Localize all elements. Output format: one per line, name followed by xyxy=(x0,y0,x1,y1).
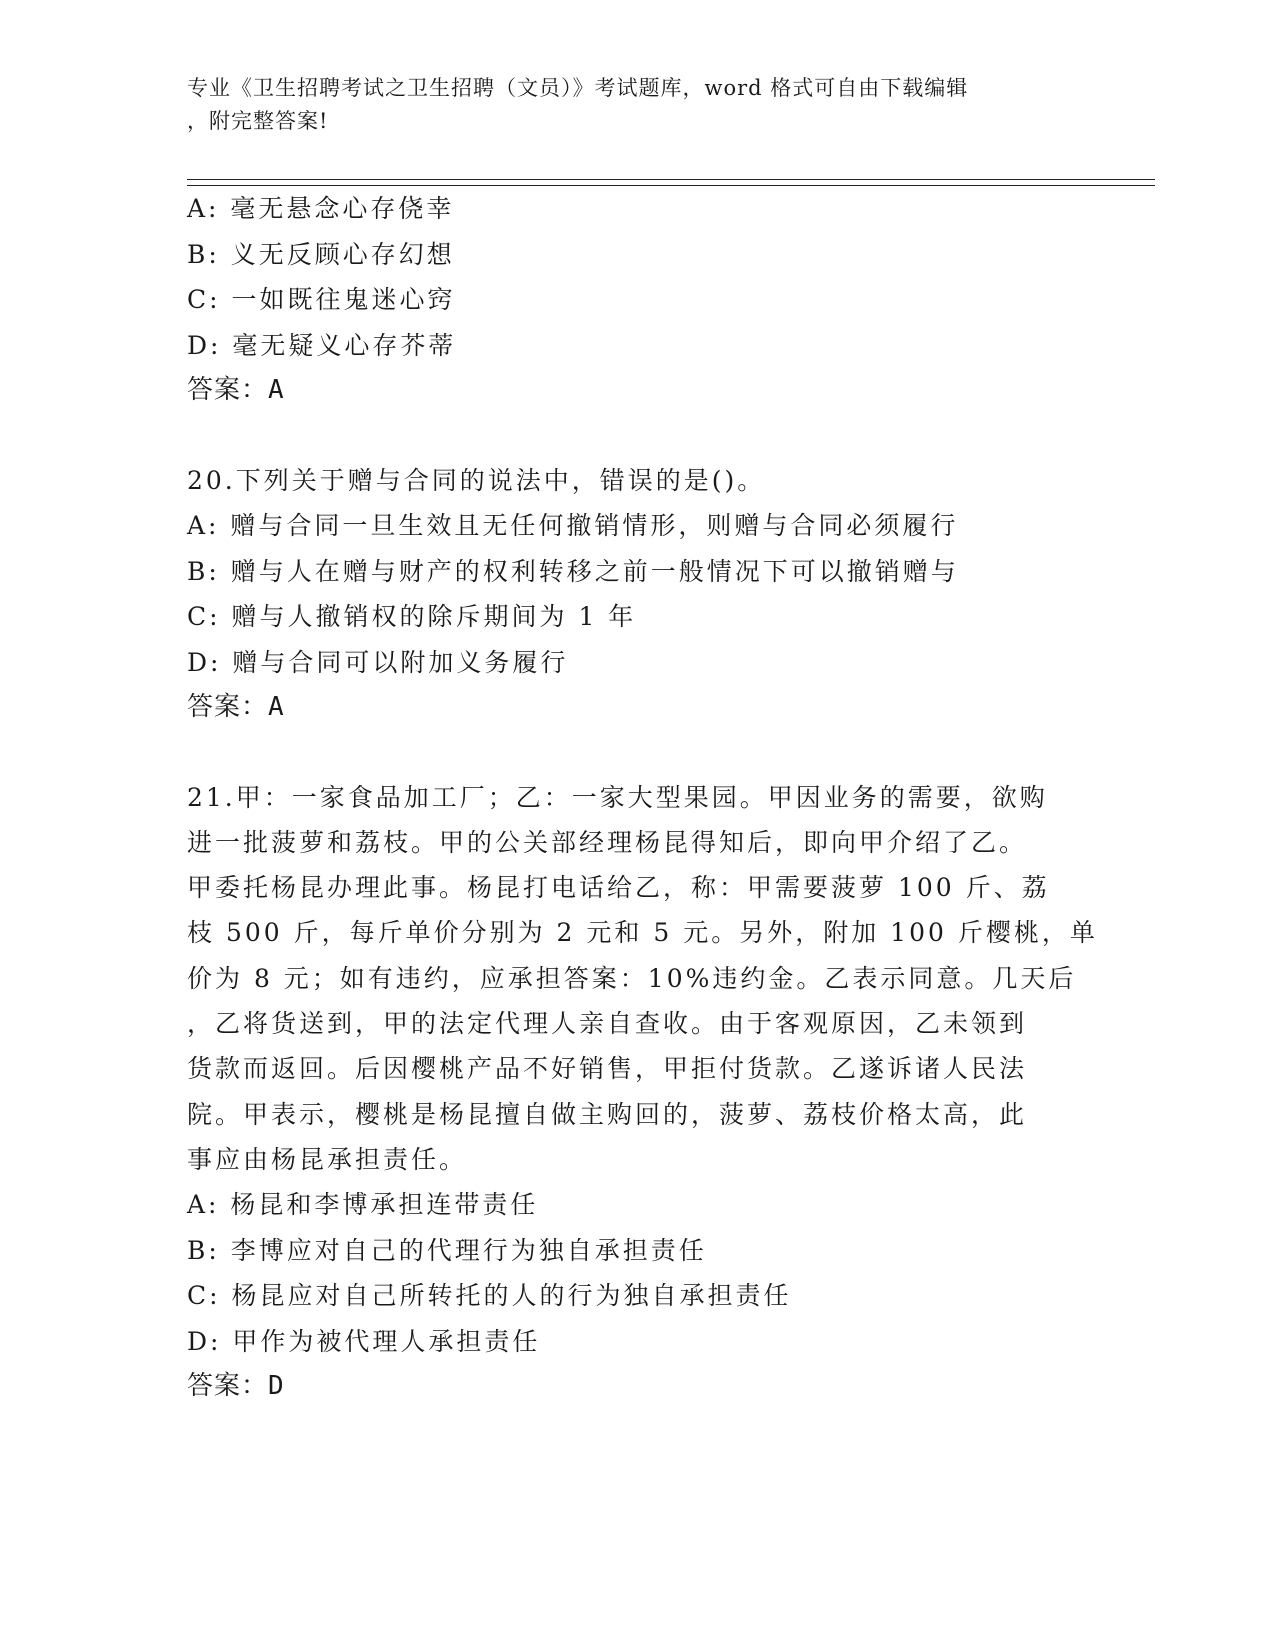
stem-line: 价为 8 元；如有违约，应承担答案：10%违约金。乙表示同意。几天后 xyxy=(187,963,1077,993)
stem-line: 枝 500 斤，每斤单价分别为 2 元和 5 元。另外，附加 100 斤樱桃，单 xyxy=(187,918,1098,948)
option-b: B: 义无反顾心存幻想 xyxy=(187,239,455,269)
answer-label: 答案： xyxy=(187,692,269,722)
answer-line xyxy=(187,368,1087,414)
stem-line: 事应由杨昆承担责任。 xyxy=(187,1144,468,1174)
option-d: D: 毫无疑义心存芥蒂 xyxy=(187,330,457,360)
question-stem xyxy=(187,775,1098,1183)
question-content xyxy=(187,186,1098,1410)
question-20 xyxy=(187,458,1087,731)
stem-line: 进一批菠萝和荔枝。甲的公关部经理杨昆得知后，即向甲介绍了乙。 xyxy=(187,827,1028,857)
stem-line: 21.甲：一家食品加工厂；乙：一家大型果园。甲因业务的需要，欲购 xyxy=(187,782,1048,812)
option-d: D: 甲作为被代理人承担责任 xyxy=(187,1326,541,1356)
spacer xyxy=(187,731,1087,775)
question-19 xyxy=(187,186,1087,414)
option-a: A: 赠与合同一旦生效且无任何撤销情形，则赠与合同必须履行 xyxy=(187,511,959,540)
question-stem: 20.下列关于赠与合同的说法中，错误的是()。 xyxy=(187,465,766,495)
answer-line xyxy=(187,1364,1087,1410)
header-line: ，附完整答案! xyxy=(187,109,329,133)
option-c: C: 一如既往鬼迷心窍 xyxy=(187,285,456,314)
option-d: D: 赠与合同可以附加义务履行 xyxy=(187,647,569,677)
header-divider xyxy=(187,179,1155,180)
answer-label: 答案： xyxy=(187,1371,269,1402)
option-a: A: 毫无悬念心存侥幸 xyxy=(187,194,455,223)
option-b: B: 赠与人在赠与财产的权利转移之前一般情况下可以撤销赠与 xyxy=(187,556,959,586)
spacer xyxy=(187,414,1087,458)
answer-line xyxy=(187,685,1087,731)
option-c: C: 杨昆应对自己所转托的人的行为独自承担责任 xyxy=(187,1281,792,1311)
answer-value: A xyxy=(268,692,285,722)
answer-label: 答案： xyxy=(187,375,269,405)
stem-line: ，乙将货送到，甲的法定代理人亲自查收。由于客观原因，乙未领到 xyxy=(187,1008,1028,1038)
question-21 xyxy=(187,775,1098,1410)
stem-line: 甲委托杨昆办理此事。杨昆打电话给乙，称：甲需要菠萝 100 斤、荔 xyxy=(187,873,1050,903)
header-line: 专业《卫生招聘考试之卫生招聘（文员）》考试题库，word 格式可自由下载编辑 xyxy=(187,76,969,100)
option-a: A: 杨昆和李博承担连带责任 xyxy=(187,1190,539,1220)
stem-line: 院。甲表示，樱桃是杨昆擅自做主购回的，菠萝、荔枝价格太高，此 xyxy=(187,1099,1028,1129)
answer-value: A xyxy=(268,375,285,405)
option-b: B: 李博应对自己的代理行为独自承担责任 xyxy=(187,1235,707,1265)
answer-value: D xyxy=(268,1371,285,1402)
stem-line: 货款而返回。后因樱桃产品不好销售，甲拒付货款。乙遂诉诸人民法 xyxy=(187,1054,1028,1084)
option-c: C: 赠与人撤销权的除斥期间为 1 年 xyxy=(187,602,637,631)
document-header xyxy=(187,72,1067,138)
